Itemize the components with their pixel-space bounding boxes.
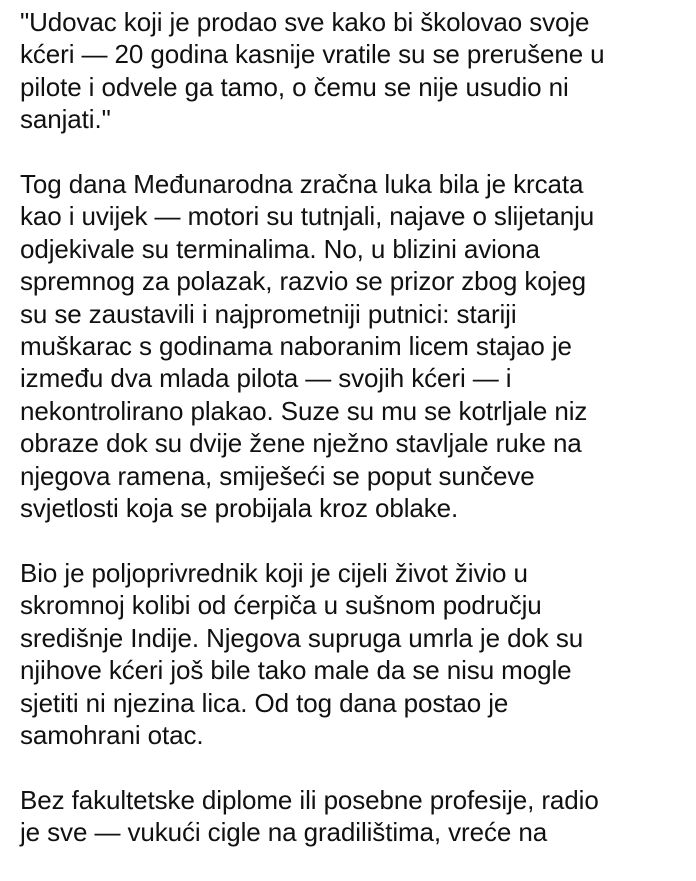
text-line: "Udovac koji je prodao sve kako bi školovao svoje	[20, 7, 590, 37]
article-body	[20, 6, 690, 881]
text-line: središnje Indije. Njegova supruga umrla je dok su	[20, 622, 584, 653]
paragraph-work	[20, 784, 690, 849]
text-line: Bio je poljoprivrednik koji je cijeli život živio u	[20, 557, 528, 588]
text-line: je sve — vukući cigle na gradilištima, vreće na	[20, 817, 548, 848]
text-line: svjetlosti koja se probijala kroz oblake.	[20, 493, 459, 524]
text-line: kao i uvijek — motori su tutnjali, najave o slijetanju	[20, 201, 595, 232]
text-line: spremnog za polazak, razvio se prizor zbog kojeg	[20, 266, 587, 297]
text-line: Bez fakultetske diplome ili posebne profesije, radio	[20, 784, 599, 815]
text-line: kćeri — 20 godina kasnije vratile su se prerušene u	[20, 39, 605, 70]
paragraph-quote	[20, 6, 690, 136]
text-line: muškarac s godinama naboranim licem stajao je	[20, 331, 572, 362]
paragraph-airport	[20, 168, 690, 524]
text-line: odjekivale su terminalima. No, u blizini aviona	[20, 233, 540, 264]
text-line: skromnoj kolibi od ćerpiča u sušnom području	[20, 590, 542, 621]
text-line: njegova ramena, smiješeći se poput sunčeve	[20, 460, 535, 491]
text-line: obraze dok su dvije žene nježno stavljale ruke na	[20, 428, 582, 459]
text-line: nekontrolirano plakao. Suze su mu se kotrljale niz	[20, 395, 588, 426]
text-line: samohrani otac.	[20, 719, 204, 750]
text-line: pilote i odvele ga tamo, o čemu se nije usudio ni	[20, 71, 569, 102]
paragraph-farmer	[20, 557, 690, 751]
text-line: Tog dana Međunarodna zračna luka bila je krcata	[20, 169, 584, 200]
text-line: su se zaustavili i najprometniji putnici: stariji	[20, 298, 517, 329]
text-line: sanjati."	[20, 104, 111, 135]
text-line: između dva mlada pilota — svojih kćeri — i	[20, 363, 512, 394]
text-line: njihove kćeri još bile tako male da se nisu mogle	[20, 655, 572, 686]
text-line: sjetiti ni njezina lica. Od tog dana postao je	[20, 687, 509, 718]
